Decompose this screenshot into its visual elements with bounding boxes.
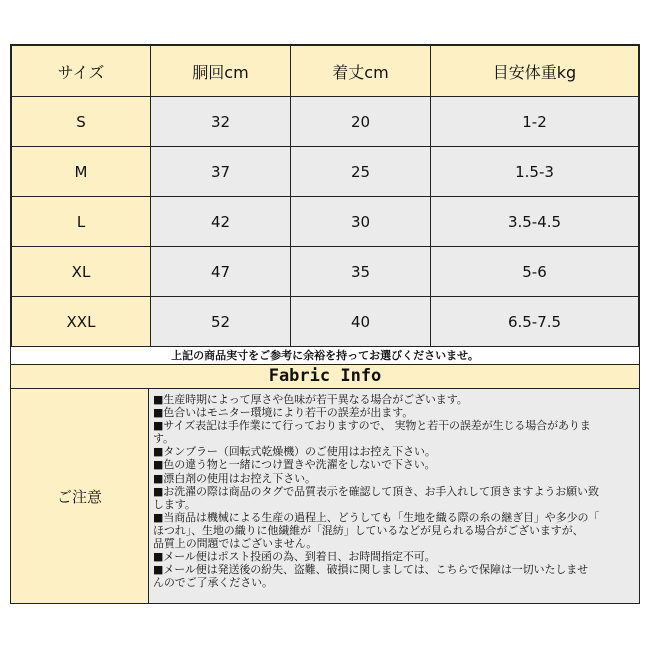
weight-value: 5-6: [431, 247, 639, 297]
header-length: 着丈cm: [291, 46, 431, 97]
caution-line: ■タンブラー（回転式乾燥機）のご使用はお控え下さい。: [153, 445, 436, 459]
caution-line: します。: [153, 497, 196, 511]
length-value: 20: [291, 97, 431, 147]
caution-line: ■漂白剤の使用はお控え下さい。: [153, 471, 316, 485]
table-row: [12, 97, 639, 147]
waist-value: 52: [151, 297, 291, 347]
length-value: 25: [291, 147, 431, 197]
caution-line: ほつれ」、生地の織りに他繊維が「混紡」しているなどが見られる場合がございますが、: [153, 523, 584, 537]
header-size: サイズ: [12, 46, 151, 97]
caution-line: ■お洗濯の際は商品のタグで品質表示を確認して頂き、お手入れして頂きますようお願い致: [153, 484, 599, 498]
waist-value: 32: [151, 97, 291, 147]
waist-value: 47: [151, 247, 291, 297]
weight-value: 6.5-7.5: [431, 297, 639, 347]
size-table: [11, 45, 639, 347]
caution-line: ■サイズ表記は手作業にて行っておりますので、 実物と若干の誤差が生じる場合がありま: [153, 419, 591, 433]
caution-label: ご注意: [11, 389, 149, 603]
caution-line: す。: [153, 432, 174, 446]
header-waist: 胴回cm: [151, 46, 291, 97]
caution-line: ■色合いはモニター環境により若干の誤差が出ます。: [153, 406, 414, 420]
length-value: 40: [291, 297, 431, 347]
weight-value: 3.5-4.5: [431, 197, 639, 247]
fabric-info-title: Fabric Info: [11, 365, 639, 389]
length-value: 30: [291, 197, 431, 247]
caution-line: ■生産時期によって厚さや色味が若干異なる場合がございます。: [153, 393, 468, 406]
table-row: [12, 197, 639, 247]
size-chart-sheet: [10, 44, 640, 604]
waist-value: 37: [151, 147, 291, 197]
caution-section: [11, 389, 639, 603]
waist-value: 42: [151, 197, 291, 247]
table-row: [12, 247, 639, 297]
size-label: XXL: [12, 297, 151, 347]
header-weight: 目安体重kg: [431, 46, 639, 97]
caution-line: ■当商品は機械による生産の過程上、どうしても「生地を織る際の糸の継ぎ目」や多少の「: [153, 510, 600, 524]
caution-line: 品質上の問題ではございません。: [153, 537, 318, 551]
size-label: L: [12, 197, 151, 247]
table-row: [12, 147, 639, 197]
caution-notes: [149, 389, 639, 603]
caution-line: ■メール便は発送後の紛失、盗難、破損に関しましては、こちらで保障は一切いたしませ: [153, 563, 589, 577]
caution-line: ■色の違う物と一緒につけ置きや洗濯をしないで下さい。: [153, 458, 436, 472]
length-value: 35: [291, 247, 431, 297]
caution-line: ■メール便はポスト投函の為、到着日、お時間指定不可。: [153, 550, 436, 564]
size-table-header-row: [12, 46, 639, 97]
size-label: M: [12, 147, 151, 197]
size-selection-note: 上記の商品実寸をご参考に余裕を持ってお選びくださいませ。: [11, 346, 639, 365]
weight-value: 1-2: [431, 97, 639, 147]
weight-value: 1.5-3: [431, 147, 639, 197]
size-label: S: [12, 97, 151, 147]
size-label: XL: [12, 247, 151, 297]
caution-line: んのでご了承ください。: [153, 576, 273, 590]
table-row: [12, 297, 639, 347]
